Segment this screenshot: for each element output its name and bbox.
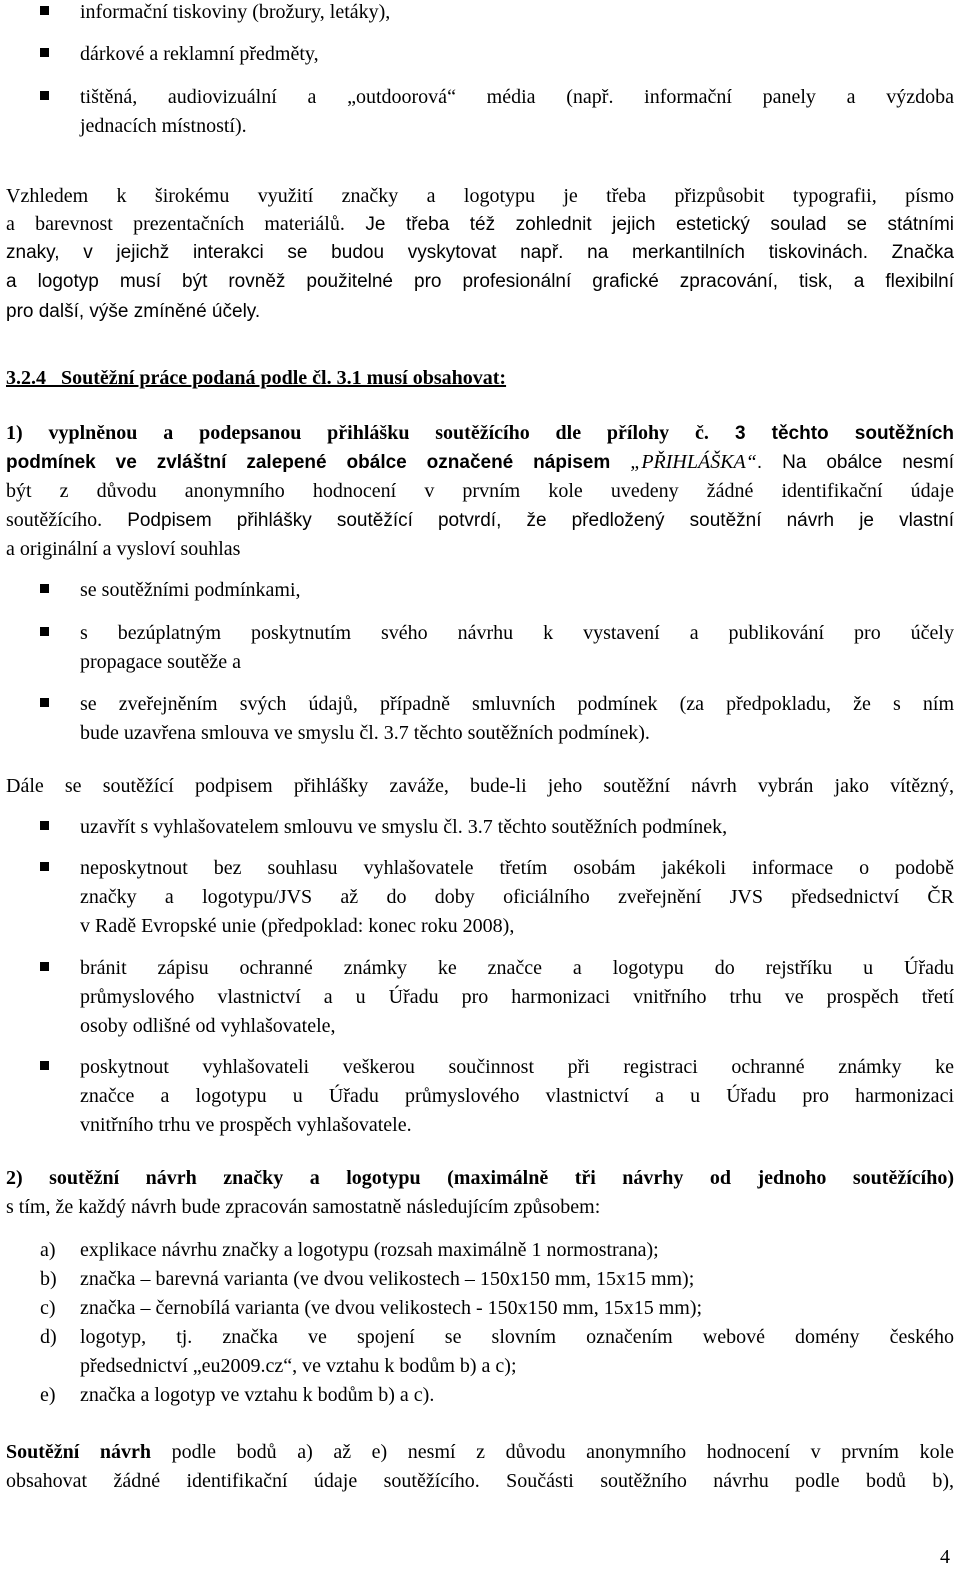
item-2-heading: 2) soutěžní návrh značky a logotypu (maximálně tři návrhy od jednoho soutěžícího) [6, 1167, 954, 1189]
list-item: značka a logotyp ve vztahu k bodům b) a c). [80, 1384, 435, 1406]
paragraph-line: a barevnost prezentačních materiálů. Je třeba též zohlednit jejich estetický soulad se státními [6, 213, 954, 235]
paragraph-line: Dále se soutěžící podpisem přihlášky zaváže, bude-li jeho soutěžní návrh vybrán jako vítězný, [6, 775, 954, 797]
list-item-continuation: osoby odlišné od vyhlašovatele, [80, 1015, 336, 1037]
list-label: a) [40, 1239, 56, 1261]
list-item: dárkové a reklamní předměty, [80, 43, 319, 65]
list-item: explikace návrhu značky a logotypu (rozsah maximálně 1 normostrana); [80, 1239, 659, 1261]
page-number: 4 [940, 1546, 950, 1568]
list-item: logotyp, tj. značka ve spojení se slovním označením webové domény českého [80, 1326, 954, 1348]
list-item: informační tiskoviny (brožury, letáky), [80, 1, 391, 23]
list-item: uzavřít s vyhlašovatelem smlouvu ve smyslu čl. 3.7 těchto soutěžních podmínek, [80, 816, 728, 838]
paragraph-line: pro další, výše zmíněné účely. [6, 301, 261, 322]
paragraph-line: a logotyp musí být rovněž použitelné pro profesionální grafické zpracování, tisk, a flexibilní [6, 271, 954, 292]
list-item-continuation: vnitřního trhu ve prospěch vyhlašovatele. [80, 1114, 412, 1136]
list-item-continuation: průmyslového vlastnictví a u Úřadu pro harmonizaci vnitřního trhu ve prospěch třetí [80, 986, 954, 1008]
list-label: b) [40, 1268, 57, 1290]
bullet-square-icon [40, 48, 49, 57]
item-1-line: soutěžícího. Podpisem přihlášky soutěžící potvrdí, že předložený soutěžní návrh je vlastní [6, 509, 954, 531]
bullet-square-icon [40, 1061, 49, 1070]
list-item: neposkytnout bez souhlasu vyhlašovatele třetím osobám jakékoli informace o podobě [80, 857, 954, 879]
list-item-continuation: v Radě Evropské unie (předpoklad: konec roku 2008), [80, 915, 515, 937]
list-item: značka – barevná varianta (ve dvou velikostech – 150x150 mm, 15x15 mm); [80, 1268, 695, 1290]
list-item-continuation: propagace soutěže a [80, 651, 242, 673]
item-1-line: a originální a vysloví souhlas [6, 538, 241, 560]
list-label: c) [40, 1297, 56, 1319]
bullet-square-icon [40, 862, 49, 871]
list-label: e) [40, 1384, 56, 1406]
list-item: se soutěžními podmínkami, [80, 579, 301, 601]
list-item-continuation: jednacích místností). [80, 115, 247, 137]
list-item-continuation: předsednictví „eu2009.cz“, ve vztahu k bodům b) a c); [80, 1355, 517, 1377]
list-item: poskytnout vyhlašovateli veškerou součinnost při registraci ochranné známky ke [80, 1056, 954, 1078]
list-item-continuation: značce a logotypu u Úřadu průmyslového vlastnictví a u Úřadu pro harmonizaci [80, 1085, 954, 1107]
paragraph-line: Vzhledem k širokému využití značky a logotypu je třeba přizpůsobit typografii, písmo [6, 185, 954, 207]
list-item: bránit zápisu ochranné známky ke značce a logotypu do rejstříku u Úřadu [80, 957, 954, 979]
bullet-square-icon [40, 91, 49, 100]
paragraph-line: Soutěžní návrh podle bodů a) až e) nesmí z důvodu anonymního hodnocení v prvním kole [6, 1441, 954, 1463]
list-item: tištěná, audiovizuální a „outdoorová“ média (např. informační panely a výzdoba [80, 86, 954, 108]
bullet-square-icon [40, 6, 49, 15]
list-item-continuation: bude uzavřena smlouva ve smyslu čl. 3.7 těchto soutěžních podmínek). [80, 722, 650, 744]
bullet-square-icon [40, 584, 49, 593]
bullet-square-icon [40, 962, 49, 971]
bullet-square-icon [40, 821, 49, 830]
section-number: 3.2.4 [6, 367, 46, 389]
item-2-line: s tím, že každý návrh bude zpracován samostatně následujícím způsobem: [6, 1196, 601, 1218]
paragraph-line: znaky, v jejichž interakci se budou vyskytovat např. na merkantilních tiskovinách. Značka [6, 242, 954, 263]
list-item: se zveřejněním svých údajů, případně smluvních podmínek (za předpokladu, že s ním [80, 693, 954, 715]
list-item-continuation: značky a logotypu/JVS až do doby oficiálního zveřejnění JVS předsednictví ČR [80, 886, 954, 908]
list-item: značka – černobílá varianta (ve dvou velikostech - 150x150 mm, 15x15 mm); [80, 1297, 703, 1319]
list-label: d) [40, 1326, 57, 1348]
item-1-line: 1) vyplněnou a podepsanou přihlášku soutěžícího dle přílohy č. 3 těchto soutěžních [6, 422, 954, 444]
item-1-line: podmínek ve zvláštní zalepené obálce označené nápisem „PŘIHLÁŠKA“. Na obálce nesmí [6, 451, 954, 473]
item-1-line: být z důvodu anonymního hodnocení v prvním kole uvedeny žádné identifikační údaje [6, 480, 954, 502]
section-title: Soutěžní práce podaná podle čl. 3.1 musí obsahovat: [61, 367, 507, 389]
list-item: s bezúplatným poskytnutím svého návrhu k vystavení a publikování pro účely [80, 622, 954, 644]
paragraph-line: obsahovat žádné identifikační údaje soutěžícího. Součásti soutěžního návrhu podle bodů b), [6, 1470, 954, 1492]
bullet-square-icon [40, 627, 49, 636]
section-heading [6, 366, 506, 390]
bullet-square-icon [40, 698, 49, 707]
